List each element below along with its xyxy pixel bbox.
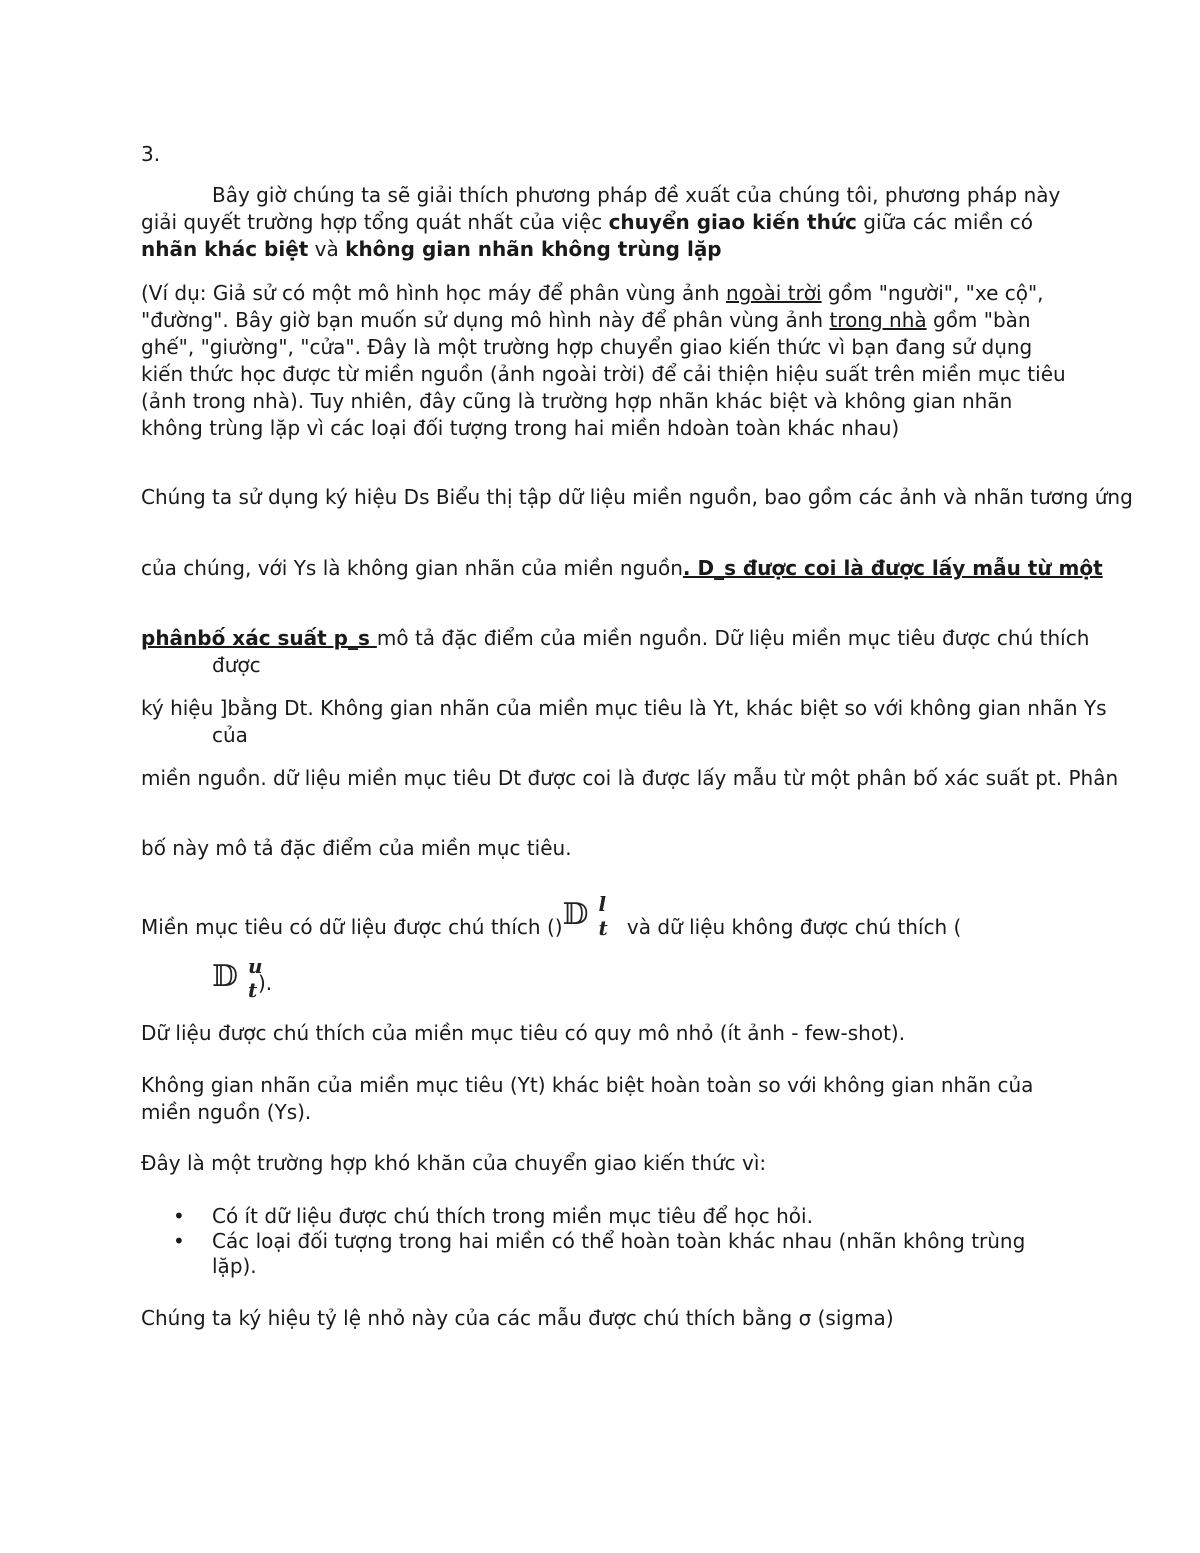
example-text-a: (Ví dụ: Giả sử có một mô hình học máy để phân vùng ảnh (141, 281, 726, 305)
list-item: • Có ít dữ liệu được chú thích trong miền mục tiêu để học hỏi. (141, 1204, 1066, 1229)
math1-sup: l (598, 892, 607, 916)
math-labeled-target (562, 892, 621, 940)
paragraph-target-description: bố này mô tả đặc điểm của miền mục tiêu. (141, 836, 572, 860)
math2-sub: t (248, 978, 258, 1002)
paragraph-intro (141, 182, 1066, 263)
bold-underline-distribution: phânbố xác suất p_s (141, 626, 377, 650)
example-text-b: gồm "người", "xe cộ", "đường". Bây giờ bạn muốn sử dụng mô hình này để phân vùng ảnh (141, 281, 1044, 332)
paragraph-sigma: Chúng ta ký hiệu tỷ lệ nhỏ này của các mẫu được chú thích bằng σ (sigma) (141, 1306, 894, 1330)
paragraph-target-sampling: miền nguồn. dữ liệu miền mục tiêu Dt được coi là được lấy mẫu từ một phân bố xác suất pt. Phân (141, 766, 1119, 790)
probability-text: mô tả đặc điểm của miền nguồn. Dữ liệu miền mục tiêu được chú thích được (212, 626, 1090, 677)
paragraph-difficulty: Đây là một trường hợp khó khăn của chuyển giao kiến thức vì: (141, 1151, 767, 1175)
source-labels-text: của chúng, với Ys là không gian nhãn của miền nguồn (141, 556, 683, 580)
bold-nonoverlap-label-space: không gian nhãn không trùng lặp (345, 237, 722, 261)
paragraph-example (141, 280, 1066, 442)
paragraph-probability (141, 625, 1137, 679)
paragraph-target-data-cont (141, 954, 1066, 1002)
paragraph-target-data (141, 892, 1066, 941)
math1-base: 𝔻 (562, 897, 589, 932)
paragraph-source-labels (141, 555, 1137, 582)
paragraph-label-space-diff: Không gian nhãn của miền mục tiêu (Yt) khác biệt hoàn toàn so với không gian nhãn của miền nguồn (Ys). (141, 1073, 1034, 1124)
difficulty-list (141, 1204, 1066, 1279)
underline-indoor: trong nhà (829, 308, 927, 332)
underline-outdoor: ngoài trời (725, 281, 822, 305)
target-data-text-b: và dữ liệu không được chú thích ( (620, 915, 962, 939)
math2-sup: u (248, 954, 263, 978)
target-data-text-c: ). (258, 971, 273, 995)
target-data-text-a: Miền mục tiêu có dữ liệu được chú thích () (141, 915, 563, 939)
bold-distinct-labels: nhãn khác biệt (141, 237, 309, 261)
intro-text-c: giữa các miền có (856, 210, 1034, 234)
list-item: • Các loại đối tượng trong hai miền có thể hoàn toàn khác nhau (nhãn không trùng lặp). (141, 1229, 1066, 1279)
math-unlabeled-target (212, 954, 263, 1002)
intro-text-d: và (308, 237, 346, 261)
paragraph-few-shot: Dữ liệu được chú thích của miền mục tiêu có quy mô nhỏ (ít ảnh - few-shot). (141, 1021, 906, 1045)
example-text-c: gồm "bàn ghế", "giường", "cửa". Đây là một trường hợp chuyển giao kiến thức vì bạn đang sử dụng kiến thức học được từ miền nguồn (ảnh ngoài trời) để cải thiện hiệu suất trên miền mục tiêu (ảnh trong nhà). Tuy nhiên, đây cũng là trường hợp nhãn khác biệt và không gian nhãn không trùng lặp vì các loại đối tượng trong hai miền hdoàn toàn khác nhau) (141, 308, 1066, 440)
math2-base: 𝔻 (212, 959, 239, 994)
section-number: 3. (141, 142, 161, 166)
paragraph-target-notation: ký hiệu ]bằng Dt. Không gian nhãn của miền mục tiêu là Yt, khác biệt so với không gian nhãn Ys của (141, 696, 1107, 747)
math1-sub: t (598, 916, 608, 940)
bold-underline-sampled: . D_s được coi là được lấy mẫu từ một (682, 556, 1103, 580)
intro-text-a: Bây giờ chúng ta sẽ giải thích phương pháp đề xuất của chúng tôi, phương pháp này giải quyết trường hợp tổng quát nhất của việc (141, 183, 1061, 234)
bold-knowledge-transfer: chuyển giao kiến thức (608, 210, 857, 234)
paragraph-source-notation: Chúng ta sử dụng ký hiệu Ds Biểu thị tập dữ liệu miền nguồn, bao gồm các ảnh và nhãn tương ứng (141, 485, 1133, 509)
